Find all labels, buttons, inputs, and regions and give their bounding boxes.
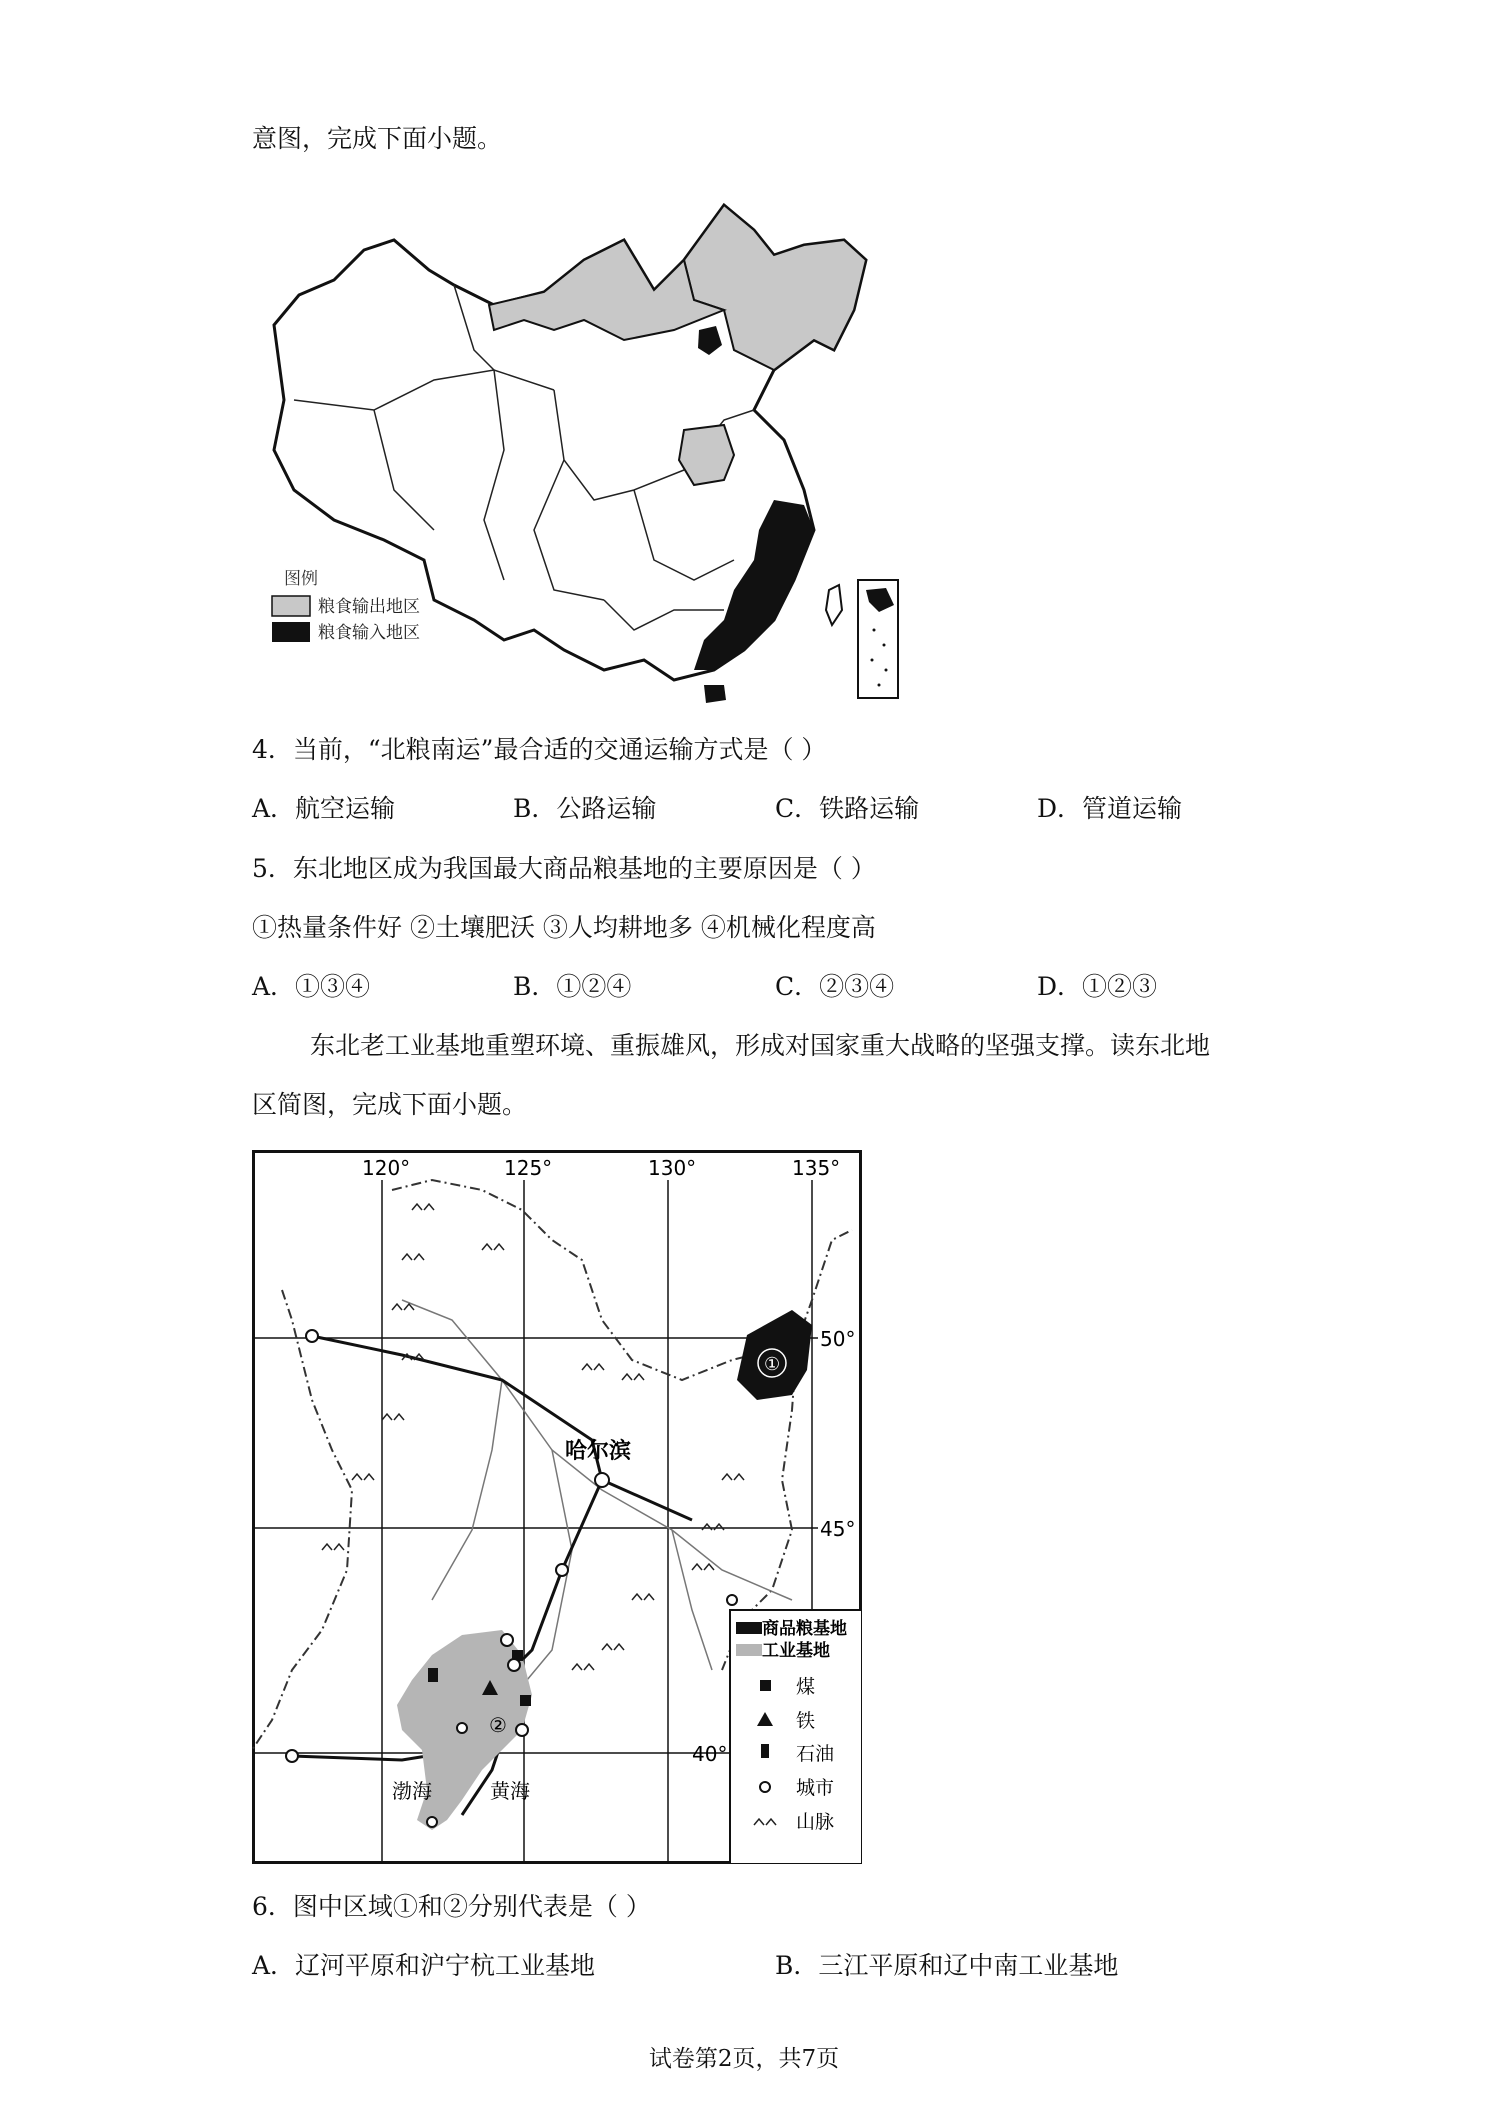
china-grain-map xyxy=(254,200,900,705)
coal-symbol-2 xyxy=(520,1695,531,1706)
sea-huanghai: 黄海 xyxy=(490,1779,530,1803)
legend-iron: 铁 xyxy=(796,1710,816,1732)
q4-option-d: D．管道运输 xyxy=(1037,794,1183,823)
import-hainan xyxy=(704,685,726,703)
oil-symbol xyxy=(428,1668,438,1682)
city-harbin: 哈尔滨 xyxy=(565,1439,632,1464)
lon-125: 125° xyxy=(504,1156,553,1180)
lat-45: 45° xyxy=(820,1517,856,1541)
q5-option-d: D．①②③ xyxy=(1037,972,1158,1001)
map1-legend-title: 图例 xyxy=(284,569,318,589)
q5-option-c: C．②③④ xyxy=(775,972,895,1001)
q5-stem: 5．东北地区成为我国最大商品粮基地的主要原因是（ ） xyxy=(252,854,876,883)
legend-export-swatch xyxy=(272,596,310,616)
q4-option-a: A．航空运输 xyxy=(252,794,396,823)
q5-option-b: B．①②④ xyxy=(513,972,632,1001)
lon-120: 120° xyxy=(362,1156,411,1180)
map1-legend-import: 粮食输入地区 xyxy=(318,623,420,643)
legend-oil-symbol xyxy=(761,1744,769,1758)
map1-legend-export: 粮食输出地区 xyxy=(318,597,420,617)
legend-city-symbol xyxy=(760,1782,770,1792)
legend-mountain: 山脉 xyxy=(796,1811,835,1833)
q4-option-b: B．公路运输 xyxy=(513,794,657,823)
lat-50: 50° xyxy=(820,1327,856,1351)
region-1-label: ① xyxy=(764,1354,781,1375)
lat-40: 40° xyxy=(692,1742,728,1766)
region-2-label: ② xyxy=(489,1713,507,1737)
q4-option-c: C．铁路运输 xyxy=(775,794,920,823)
q6-stem: 6．图中区域①和②分别代表是（ ） xyxy=(252,1892,651,1921)
intro-tail: 意图，完成下面小题。 xyxy=(252,124,503,153)
legend-import-swatch xyxy=(272,622,310,642)
q5-conditions: ①热量条件好 ②土壤肥沃 ③人均耕地多 ④机械化程度高 xyxy=(252,913,876,942)
legend-coal-symbol xyxy=(760,1680,771,1691)
legend-grain-swatch xyxy=(736,1622,762,1634)
legend-grain-base: 商品粮基地 xyxy=(762,1619,847,1639)
lon-135: 135° xyxy=(792,1156,841,1180)
legend-oil: 石油 xyxy=(796,1743,835,1765)
q5-option-a: A．①③④ xyxy=(252,972,371,1001)
q6-option-a: A．辽河平原和沪宁杭工业基地 xyxy=(252,1951,596,1980)
q6-option-b: B．三江平原和辽中南工业基地 xyxy=(775,1951,1119,1980)
passage-line-2: 区简图，完成下面小题。 xyxy=(252,1090,528,1119)
page-footer: 试卷第2页，共7页 xyxy=(648,2046,840,2072)
legend-industrial-swatch xyxy=(736,1644,762,1656)
legend-city: 城市 xyxy=(796,1777,835,1799)
sea-bohai: 渤海 xyxy=(392,1779,432,1803)
q4-stem: 4．当前，“北粮南运”最合适的交通运输方式是（ ） xyxy=(252,735,827,764)
lon-130: 130° xyxy=(648,1156,697,1180)
taiwan xyxy=(826,585,842,625)
legend-coal: 煤 xyxy=(796,1676,816,1698)
legend-industrial-base: 工业基地 xyxy=(762,1641,830,1661)
northeast-map xyxy=(252,1150,862,1864)
passage-line-1: 东北老工业基地重塑环境、重振雄风，形成对国家重大战略的坚强支撑。读东北地 xyxy=(310,1031,1211,1060)
